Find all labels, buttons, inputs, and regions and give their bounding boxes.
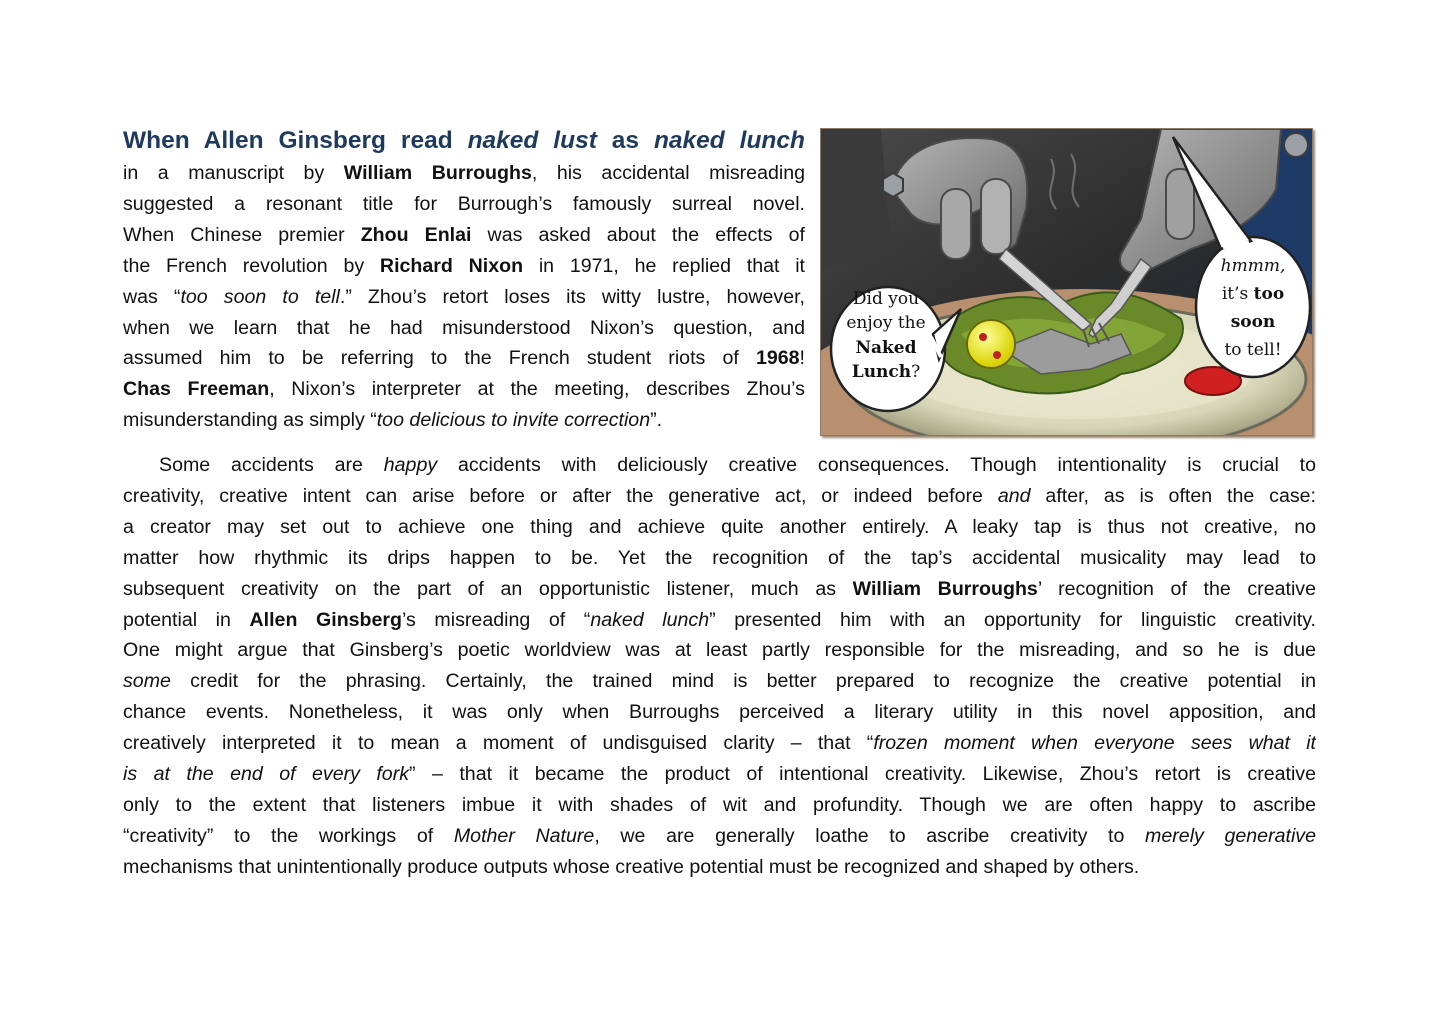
body-text-run: Some accidents are bbox=[159, 454, 384, 476]
body-line bbox=[123, 728, 1316, 759]
left-bubble-line-4-rest: ? bbox=[911, 362, 921, 382]
right-bubble-line-2-bold: too bbox=[1253, 284, 1285, 304]
body-text-run: credit for the phrasing. Certainly, the trained mind is better prepared to recognize the creative potential in bbox=[170, 670, 1316, 693]
body-text-run: accidents with deliciously creative consequences. Though intentionality is crucial to bbox=[437, 454, 1316, 476]
intro-text-run: was “ bbox=[123, 285, 181, 308]
left-bubble-line-4-bold: Lunch bbox=[851, 362, 912, 382]
intro-text-run: when we learn that he had misunderstood Nixon’s question, and bbox=[123, 316, 805, 339]
body-line bbox=[123, 512, 1316, 543]
body-line bbox=[123, 697, 1316, 728]
intro-text-run: ! bbox=[799, 347, 805, 370]
body-text-run: only to the extent that listeners imbue it with shades of wit and profundity. Though we are often happy to ascribe bbox=[123, 793, 1316, 816]
intro-line bbox=[123, 189, 805, 220]
body-text-run: “creativity” to the workings of bbox=[123, 824, 454, 847]
intro-line bbox=[123, 313, 805, 344]
body-line bbox=[123, 635, 1316, 666]
intro-text-run: William Burroughs bbox=[343, 162, 532, 184]
right-bubble-line-1: hmmm, bbox=[1220, 256, 1286, 276]
body-line bbox=[123, 450, 1316, 481]
right-bubble-line-2-plain: it’s bbox=[1221, 284, 1254, 304]
body-text-run: Mother Nature bbox=[453, 824, 595, 847]
left-bubble-line-4 bbox=[852, 362, 921, 382]
intro-section bbox=[123, 124, 1316, 436]
body-text-run: ’ recognition of the creative bbox=[1037, 577, 1316, 600]
intro-text-run: 1968 bbox=[755, 347, 800, 370]
body-text-run: naked lunch bbox=[590, 608, 710, 631]
left-bubble-line-3: Naked bbox=[855, 338, 917, 358]
body-text-run: after, as is often the case: bbox=[1030, 484, 1316, 507]
cartoon-illustration bbox=[821, 129, 1312, 435]
section-heading bbox=[123, 124, 805, 158]
body-text-run: matter how rhythmic its drips happen to be. Yet the recognition of the tap’s accidental musicality may lead to bbox=[123, 546, 1316, 569]
body-text-run: some bbox=[123, 670, 171, 693]
intro-text-run: too delicious to invite correction bbox=[376, 409, 651, 432]
body-paragraph bbox=[123, 450, 1316, 883]
intro-line bbox=[123, 405, 805, 436]
intro-line bbox=[123, 158, 805, 189]
body-line bbox=[123, 666, 1316, 697]
intro-line bbox=[123, 220, 805, 251]
intro-text-run: was asked about the effects of bbox=[471, 223, 805, 246]
body-text-run: One might argue that Ginsberg’s poetic worldview was at least partly responsible for the misreading, and so he is due bbox=[123, 639, 1316, 662]
naked-lunch-cartoon bbox=[820, 128, 1313, 436]
body-line bbox=[123, 605, 1316, 636]
body-line bbox=[123, 790, 1316, 821]
intro-line bbox=[123, 343, 805, 374]
intro-text-run: Chas Freeman bbox=[123, 378, 270, 401]
intro-text-run: Richard Nixon bbox=[379, 254, 524, 277]
body-line bbox=[123, 759, 1316, 790]
body-line bbox=[123, 852, 1316, 883]
right-bubble-line-2 bbox=[1222, 284, 1284, 304]
intro-text-run: .” Zhou’s retort loses its witty lustre, however, bbox=[339, 285, 805, 308]
left-bubble-line-1: Did you bbox=[852, 289, 920, 309]
body-text-run: is at the end of every fork bbox=[123, 763, 410, 786]
body-line bbox=[123, 481, 1316, 512]
heading-middle: as bbox=[596, 127, 654, 154]
body-text-run: potential in bbox=[123, 608, 250, 631]
heading-term-1: naked lust bbox=[467, 127, 597, 154]
right-bubble-line-3: soon bbox=[1230, 312, 1276, 332]
body-text-run: a creator may set out to achieve one thing and achieve quite another entirely. A leaky tap is thus not creative, no bbox=[123, 515, 1316, 538]
heading-term-2: naked lunch bbox=[653, 127, 805, 154]
intro-text-run: When Chinese premier bbox=[123, 223, 361, 246]
heading-prefix: When Allen Ginsberg read bbox=[123, 127, 468, 154]
body-text-run: and bbox=[997, 484, 1031, 507]
intro-text-run: the French revolution by bbox=[123, 254, 380, 277]
body-text-run: ’s misreading of “ bbox=[402, 608, 591, 631]
intro-line bbox=[123, 374, 805, 405]
body-text-run: William Burroughs bbox=[852, 577, 1038, 600]
intro-text-run: , Nixon’s interpreter at the meeting, describes Zhou’s bbox=[269, 378, 805, 401]
intro-text-run: in 1971, he replied that it bbox=[523, 254, 805, 277]
body-text-run: ” – that it became the product of intentional creativity. Likewise, Zhou’s retort is creative bbox=[409, 763, 1316, 786]
intro-text-run: ”. bbox=[650, 409, 663, 432]
intro-column bbox=[123, 124, 805, 436]
body-text-run: subsequent creativity on the part of an opportunistic listener, much as bbox=[123, 577, 853, 600]
body-text-run: merely generative bbox=[1145, 824, 1316, 847]
body-text-run: ” presented him with an opportunity for linguistic creativity. bbox=[709, 608, 1316, 631]
intro-text-run: too soon to tell bbox=[180, 285, 340, 308]
body-line bbox=[123, 821, 1316, 852]
body-line bbox=[123, 543, 1316, 574]
intro-text-run: misunderstanding as simply “ bbox=[123, 409, 377, 432]
right-bubble-line-4: to tell! bbox=[1224, 340, 1282, 360]
body-text-run: creatively interpreted it to mean a moment of undisguised clarity – that “ bbox=[123, 732, 874, 755]
intro-text-run: Zhou Enlai bbox=[360, 223, 472, 246]
body-text-run: , we are generally loathe to ascribe creativity to bbox=[594, 824, 1146, 847]
body-text-run: Allen Ginsberg bbox=[249, 608, 403, 631]
intro-text-run: suggested a resonant title for Burrough’s famously surreal novel. bbox=[123, 192, 805, 215]
intro-text-run: assumed him to be referring to the French student riots of bbox=[123, 347, 756, 370]
body-text-run: happy bbox=[383, 454, 438, 476]
document-page bbox=[123, 124, 1316, 883]
body-text-run: creativity, creative intent can arise before or after the generative act, or indeed before bbox=[123, 484, 998, 507]
intro-line bbox=[123, 282, 805, 313]
body-text-run: frozen moment when everyone sees what it bbox=[873, 732, 1316, 755]
intro-text-run: in a manuscript by bbox=[123, 162, 344, 184]
body-text-run: mechanisms that unintentionally produce outputs whose creative potential must be recognized and shaped by others. bbox=[123, 855, 1140, 878]
intro-line bbox=[123, 251, 805, 282]
left-bubble-line-2: enjoy the bbox=[846, 313, 926, 333]
intro-text-run: , his accidental misreading bbox=[531, 162, 805, 184]
body-line bbox=[123, 574, 1316, 605]
body-text-run: chance events. Nonetheless, it was only when Burroughs perceived a literary utility in this novel apposition, and bbox=[123, 701, 1316, 724]
intro-paragraph bbox=[123, 158, 805, 436]
